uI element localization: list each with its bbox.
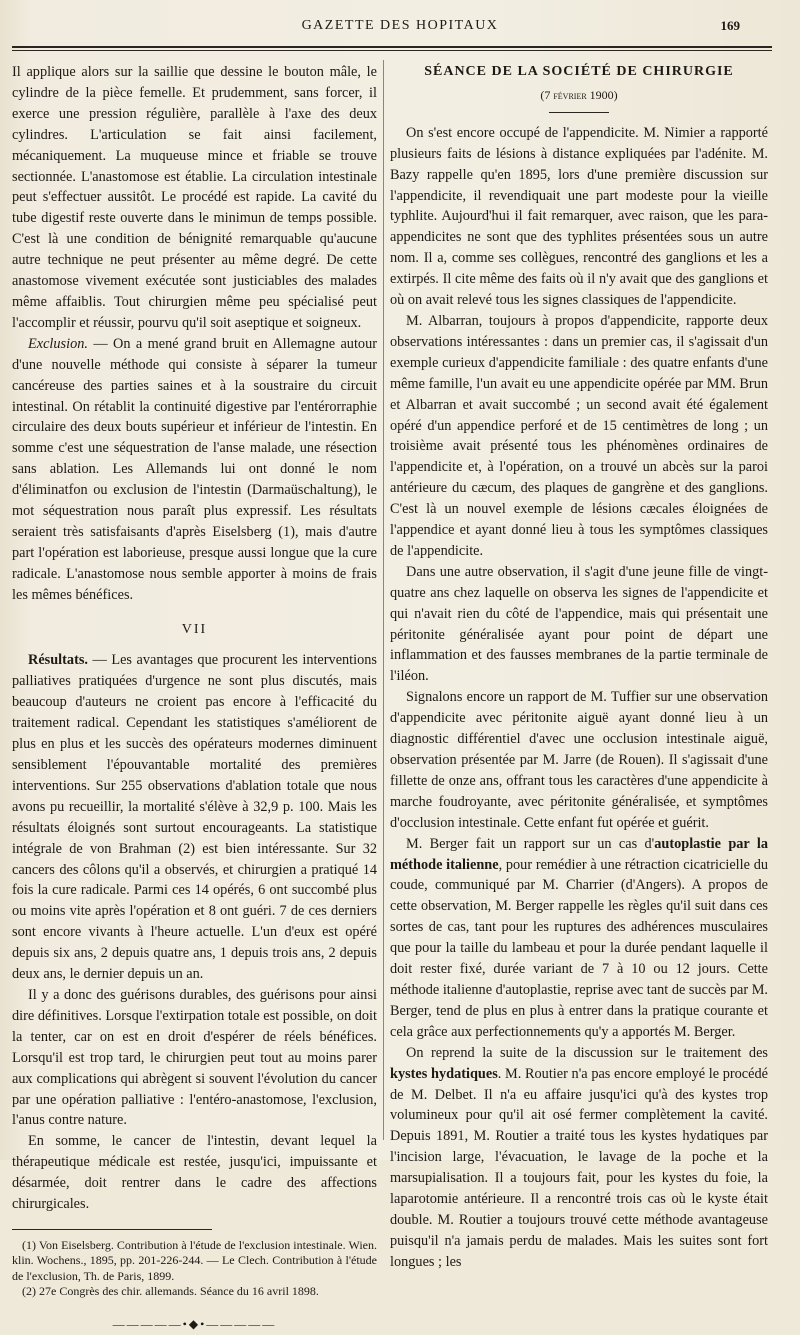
exclusion-lead: Exclusion. [28, 335, 88, 352]
journal-title: GAZETTE DES HOPITAUX [301, 18, 499, 33]
paragraph-albarran: M. Albarran, toujours à propos d'appendicite, rapporte deux observations intéressantes : dans un premier cas, il s'agissait d'un exemple curieux d'appendicite familiale : des quatre enfants d'une même famille, l'un avait eu une appendicite opérée par MM. Brun et Albarran et avait succombé ; un second avait été également opéré d'un appendice perforé et de 15 centimètres de long ; un troisième avait présenté tous les phénomènes ordinaires de l'appendicite et, à l'opération, on a trouvé un abcès sur la paroi antérieure du cæcum, des plaques de gangrène et des ganglions. C'est là un nouvel exemple de lésions cæcales éloignées de l'appendice et ayant donné lieu à tous les symptômes classiques de l'appendicite. [390, 312, 768, 559]
paragraph-results [12, 650, 377, 985]
paragraph-appendicite: On s'est encore occupé de l'appendicite. M. Nimier a rapporté plusieurs faits de lésions à distance expliquées par l'adénite. M. Bazy rappelle qu'en 1895, lors d'une première discussion sur l'appendicite, il revendiquait une part modeste pour la vieille typhlite. Aujourd'hui il fait remarquer, avec raison, que les para-appendicites ne sont que des typhlites présentées sous un autre nom. Il a, comme ses collègues, rencontré des ganglions et les a extirpés. Il cite même des faits où il n'y avait que des ganglions et où on avait relevé tous les signes classiques de l'appendicite. [390, 124, 768, 309]
section-title: SÉANCE DE LA SOCIÉTÉ DE CHIRURGIE [424, 64, 734, 79]
header-rule-thin [12, 50, 772, 51]
results-lead: Résultats. [28, 652, 88, 669]
left-column [12, 62, 377, 1335]
kystes-bold: kystes hydatiques [390, 1065, 498, 1082]
paragraph-tuffier: Signalons encore un rapport de M. Tuffier sur une observation d'appendicite avec péritonite aiguë ayant donné lieu à un diagnostic différentiel d'avec une occlusion intestinale aiguë, observation présentée par M. Jarre (de Rouen). Il s'agissait d'une fillette de onze ans, offrant tous les caractères d'une appendicite à marche foudroyante, avec péritonite généralisée, et symptômes d'occlusion intestinale. Cette enfant fut opérée et guérit. [390, 689, 768, 831]
paragraph-jeune-fille: Dans une autre observation, il s'agit d'une jeune fille de vingt-quatre ans chez laquelle on observa les signes de l'appendicite et qui n'avait rien du côté de l'appendice, mais qui présentait une péritonite généralisée ayant pour point de départ une inflammation et des fausses membranes de la partie terminale de l'iléon. [390, 563, 768, 685]
footnotes [12, 1238, 377, 1300]
exclusion-text: — On a mené grand bruit en Allemagne autour d'une nouvelle méthode qui consiste à séparer la tumeur cancéreuse des parties saines et à la soustraire du circuit intestinal. On rétablit la continuité digestive par l'entérorraphie circulaire des deux bouts supérieur et inférieur de l'intestin. En somme c'est une séquestration de l'anse malade, une résection sans ablation. Les Allemands lui ont donné le nom d'éliminatfon ou exclusion de l'intestin (Darmaüschaltung), le mot séquestration nous paraît plus expressif. Les résultats seraient très satisfaisants d'après Eiselsberg (1), mais d'autre part l'opération est laborieuse, presque aussi longue que la cure radicale. L'anastomose nous semble apporter à moins de frais les mêmes bénéfices. [12, 335, 377, 603]
paragraph-durable-cures: Il y a donc des guérisons durables, des guérisons pour ainsi dire définitives. Lorsque l'extirpation totale est possible, on doit la tenter, car on est en droit d'espérer de réels bénéfices. Lorsqu'il est trop tard, le chirurgien peut tout au moins parer aux complications qui abrègent si souvent l'évolution du cancer par une opération palliative : l'entéro-anastomose, l'exclusion, l'anus contre nature. [12, 986, 377, 1129]
footnote-1: (1) Von Eiselsberg. Contribution à l'étude de l'exclusion intestinale. Wien. klin. Wochens., 1895, pp. 201-226-244. — Le Clech. Contribution à l'étude de l'exclusion, Th. de Paris, 1899. [12, 1237, 377, 1283]
paragraph-kystes [390, 1043, 768, 1273]
header-rule [12, 46, 772, 48]
berger-bold: autoplastie par la méthode italienne [390, 835, 768, 873]
footnote-rule [12, 1229, 212, 1230]
kystes-text-c: . M. Routier n'a pas encore employé le procédé de M. Delbet. Il n'a eu affaire jusqu'ici qu'à des kystes trop volumineux pour qu'il ait osé fermer complètement la cavité. Depuis 1891, M. Routier a traité tous les kystes hydatiques par l'incision large, l'évacuation, le lavage de la poche et la marsupialisation. Il a toujours fait, pour les kystes du foie, la laparotomie antérieure. Il a rencontré trois cas où le kyste était double. M. Routier a toujours trouvé cette méthode avantageuse puisqu'il n'a jamais perdu de malades. Mais les suites sont fort longues ; les [390, 1065, 768, 1270]
title-rule [549, 112, 609, 113]
page-number: 169 [720, 18, 740, 33]
footnote-2: (2) 27e Congrès des chir. allemands. Séance du 16 avril 1898. [22, 1284, 319, 1299]
section-number: VII [181, 621, 208, 637]
column-separator [383, 60, 384, 1140]
page-header [20, 18, 780, 40]
berger-text-c: , pour remédier à une rétraction cicatricielle du coude, communiqué par M. Charrier (d'Angers). A propos de cette observation, M. Berger rappelle les règles qu'il suit dans ces sortes de cas, tant pour les ruptures des adhérences musculaires que pour la taille du lambeau et pour la durée pendant laquelle il doit rester fixé, durée variant de 7 à 10 ou 12 jours. Cette méthode italienne d'autoplastie, reprise avec tant de succès par M. Berger, tend de plus en plus à entrer dans la pratique courante et cela grâce aux perfectionnements qu'y a apportés M. Berger. [390, 856, 768, 1040]
paragraph-conclusion: En somme, le cancer de l'intestin, devant lequel la thérapeutique médicale est restée, jusqu'ici, impuissante et désarmée, doit rentrer dans le cadre des affections chirurgicales. [12, 1133, 377, 1213]
results-text: — Les avantages que procurent les interventions palliatives pratiquées d'urgence ne sont plus discutés, mais beaucoup d'auteurs ne croient pas encore à l'efficacité du traitement radical. Cependant les statistiques s'améliorent de plus en plus et les succès des opérateurs modernes diminuent sensiblement l'épouvantable mortalité des premières interventions. Sur 255 observations d'ablation totale que nous avons pu recueillir, la mortalité s'élève à 32,9 p. 100. Mais les résultats éloignés sont surtout encourageants. La statistique intégrale de von Brahman (2) est bien intéressante. Sur 32 cancers des côlons qu'il a observés, et chirurgien a pratiqué 14 fois la cure radicale. Parmi ces 14 opérés, 6 ont succombé plus ou moins vite après l'opération et 8 ont guéri. 7 de ces derniers sont encore vivants à l'heure actuelle. L'un d'eux est opéré depuis six ans, 2 depuis quatre ans, 1 depuis trois ans, 2 depuis deux ans, le dernier depuis un an. [12, 652, 377, 983]
section-date: (7 février 1900) [540, 87, 618, 102]
berger-text-a: M. Berger fait un rapport sur un cas d' [406, 835, 655, 852]
right-column [390, 62, 768, 1273]
kystes-text-a: On reprend la suite de la discussion sur le traitement des [406, 1044, 768, 1061]
paragraph-exclusion [12, 334, 377, 606]
paragraph-berger [390, 834, 768, 1043]
paragraph-anastomosis: Il applique alors sur la saillie que dessine le bouton mâle, le cylindre de la pièce femelle. Et prudemment, sans forcer, il exerce une pression régulière, parallèle à l'axe des deux cylindres. L'articulation se fait ainsi facilement, mécaniquement. La muqueuse mince et friable se trouve sectionnée. L'anastomose est établie. La circulation intestinale peut s'effectuer aussitôt. Le procédé est rapide. La cavité du tube digestif reste ouverte dans le minimun de temps possible. C'est là une condition de bénignité remarquable qu'aucune autre technique ne peut présenter au même degré. De cette anastomose vivement exécutée sont justiciables des malades même affaiblis. Tout chirurgien même peu spécialisé peut l'accomplir et réussir, pourvu qu'il soit aseptique et soigneux. [12, 64, 377, 331]
ornament-divider: —————•◆•————— [112, 1316, 277, 1331]
